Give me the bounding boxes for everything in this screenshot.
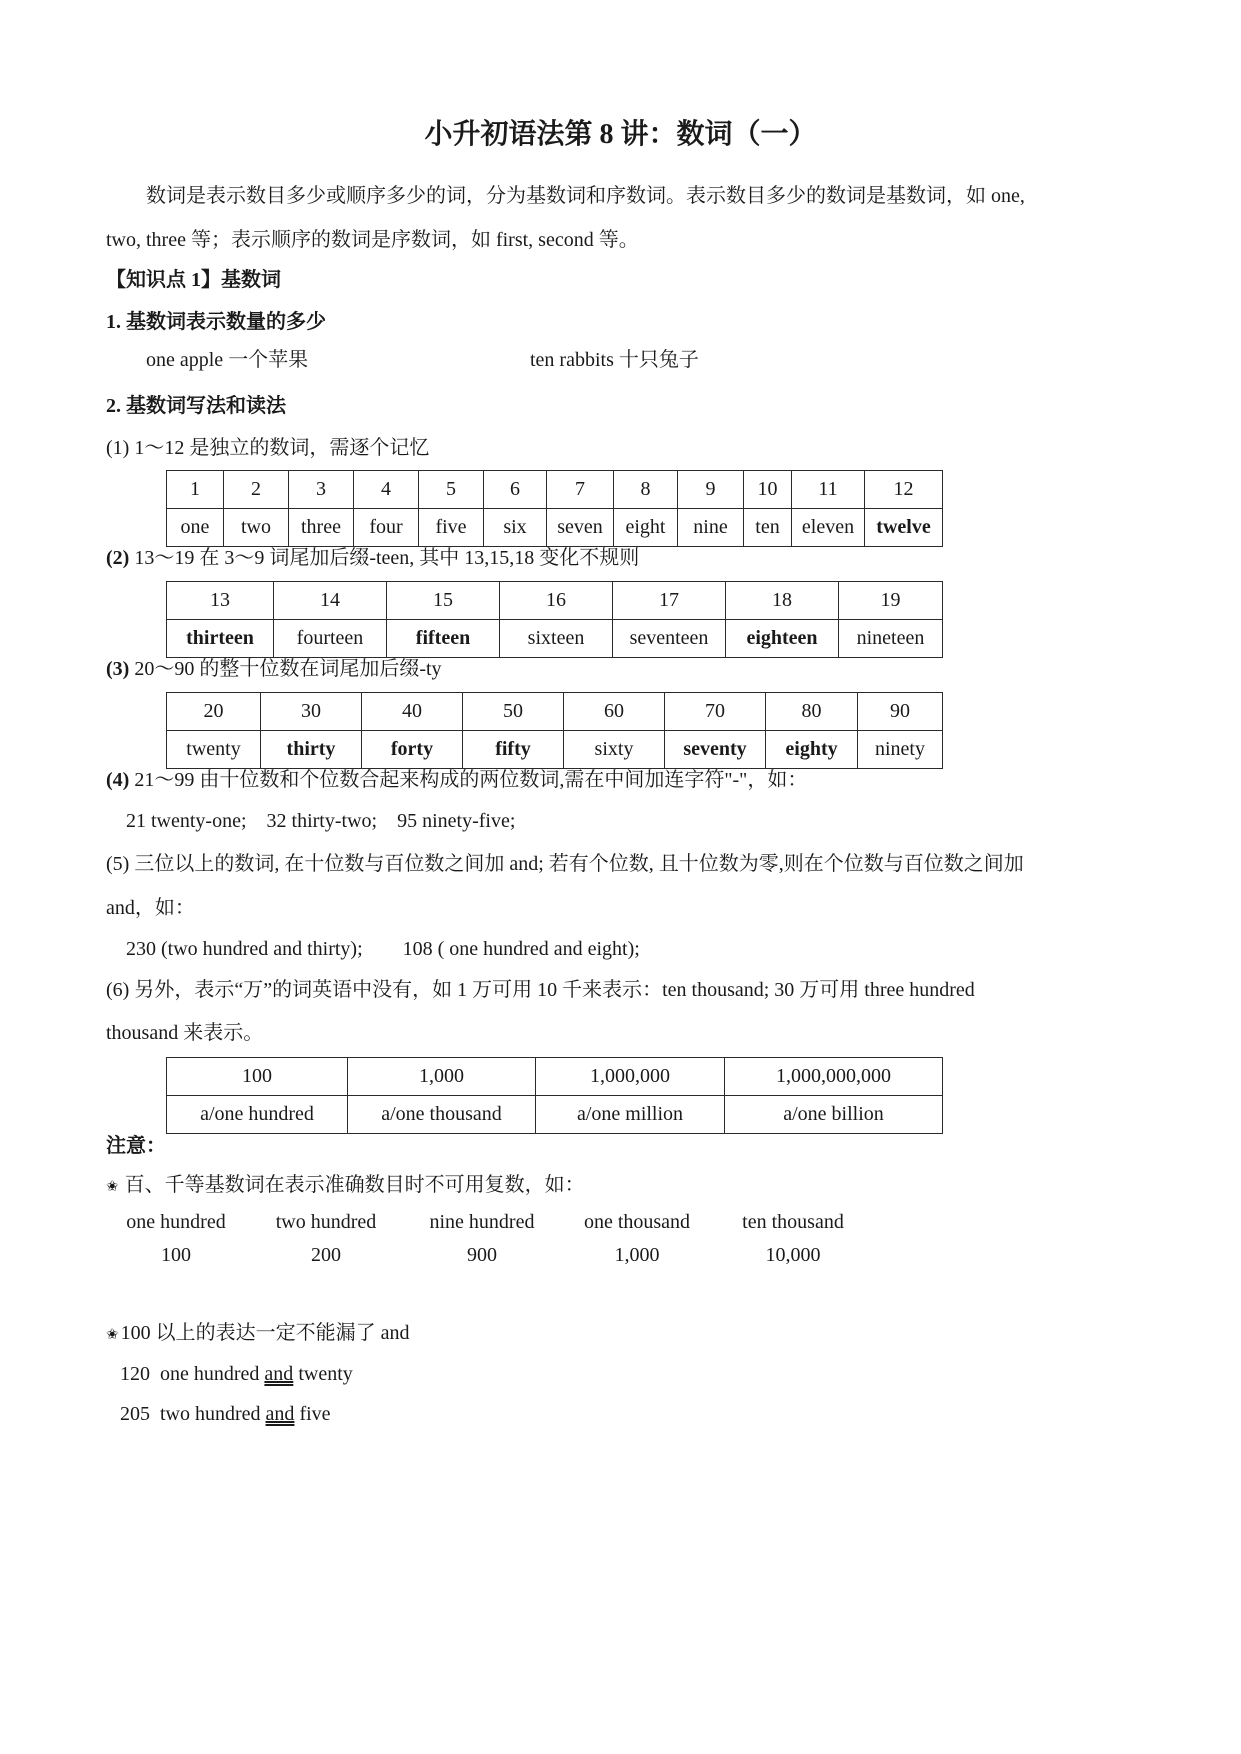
section-1-heading: 1. 基数词表示数量的多少 xyxy=(106,311,326,333)
number-cell: 5 xyxy=(419,471,484,509)
star-icon: ✬ xyxy=(106,1327,119,1343)
word-cell: eleven xyxy=(792,509,865,547)
note-word: ten thousand xyxy=(742,1211,844,1233)
number-cell: 60 xyxy=(564,693,665,731)
word-cell: a/one million xyxy=(536,1096,725,1134)
number-cell: 13 xyxy=(167,582,274,620)
table-large-numbers xyxy=(166,1057,943,1134)
number-cell: 2 xyxy=(224,471,289,509)
rule-2-label xyxy=(106,546,639,570)
word-cell: nine xyxy=(678,509,744,547)
rule-3-number: (3) xyxy=(106,658,130,680)
note-item-2 xyxy=(106,1321,409,1347)
word-cell: seventeen xyxy=(613,620,726,658)
and-example-205 xyxy=(120,1402,331,1426)
number-cell: 40 xyxy=(362,693,463,731)
note-number: 900 xyxy=(467,1244,497,1266)
number-cell: 1 xyxy=(167,471,224,509)
star-icon: ✬ xyxy=(106,1179,119,1195)
table-13-to-19-word-row xyxy=(167,620,943,658)
number-cell: 100 xyxy=(167,1058,348,1096)
word-cell-irregular: fifteen xyxy=(387,620,500,658)
table-large-numbers-word-row xyxy=(167,1096,943,1134)
word-cell-irregular: forty xyxy=(362,731,463,769)
word-cell-irregular: eighty xyxy=(766,731,858,769)
and-keyword: and xyxy=(264,1363,294,1385)
number-cell: 7 xyxy=(547,471,614,509)
word-cell-irregular: eighteen xyxy=(726,620,839,658)
table-1-to-12-word-row xyxy=(167,509,943,547)
word-cell: fourteen xyxy=(274,620,387,658)
number-cell: 70 xyxy=(665,693,766,731)
rule-3-text: 20～90 的整十位数在词尾加后缀-ty xyxy=(129,658,442,680)
word-cell: ten xyxy=(744,509,792,547)
note-item-1-text: 百、千等基数词在表示准确数目时不可用复数，如： xyxy=(124,1174,585,1196)
rule-4-number: (4) xyxy=(106,769,130,791)
table-13-to-19-number-row xyxy=(167,582,943,620)
intro-line-1: 数词是表示数目多少或顺序多少的词，分为基数词和序数词。表示数目多少的数词是基数词，如 one, xyxy=(146,185,1025,207)
number-cell: 80 xyxy=(766,693,858,731)
table-1-to-12 xyxy=(166,470,943,547)
word-cell-irregular: thirteen xyxy=(167,620,274,658)
table-tens-word-row xyxy=(167,731,943,769)
and-keyword: and xyxy=(265,1403,295,1425)
table-large-numbers-number-row xyxy=(167,1058,943,1096)
rule-5-examples: 230 (two hundred and thirty); 108 ( one hundred and eight); xyxy=(126,938,640,960)
word-cell: a/one billion xyxy=(725,1096,943,1134)
number-cell: 20 xyxy=(167,693,261,731)
number-cell: 50 xyxy=(463,693,564,731)
number-cell: 19 xyxy=(839,582,943,620)
table-tens xyxy=(166,692,943,769)
number-cell: 90 xyxy=(858,693,943,731)
number-cell: 10 xyxy=(744,471,792,509)
and-example-number: 205 xyxy=(120,1403,150,1425)
number-cell: 1,000,000,000 xyxy=(725,1058,943,1096)
word-cell: nineteen xyxy=(839,620,943,658)
and-example-120 xyxy=(120,1362,353,1386)
word-cell: five xyxy=(419,509,484,547)
number-cell: 1,000,000 xyxy=(536,1058,725,1096)
word-cell-irregular: twelve xyxy=(865,509,943,547)
rule-4-label xyxy=(106,768,807,792)
note-item-1 xyxy=(106,1173,585,1199)
example-one-apple: one apple 一个苹果 xyxy=(146,349,309,371)
and-example-pre: two hundred xyxy=(160,1403,261,1425)
rule-5-label-line-1: (5) 三位以上的数词, 在十位数与百位数之间加 and; 若有个位数, 且十位数为零,则在个位数与百位数之间加 xyxy=(106,853,1024,875)
note-number: 100 xyxy=(161,1244,191,1266)
word-cell: a/one hundred xyxy=(167,1096,348,1134)
rule-5-label-line-2: and，如： xyxy=(106,897,195,919)
rule-1-label: (1) 1～12 是独立的数词，需逐个记忆 xyxy=(106,437,430,459)
word-cell-irregular: thirty xyxy=(261,731,362,769)
word-cell: three xyxy=(289,509,354,547)
and-example-post: five xyxy=(299,1403,331,1425)
number-cell: 18 xyxy=(726,582,839,620)
example-ten-rabbits: ten rabbits 十只兔子 xyxy=(530,349,699,371)
number-cell: 15 xyxy=(387,582,500,620)
number-cell: 1,000 xyxy=(348,1058,536,1096)
note-word: one hundred xyxy=(126,1211,226,1233)
number-cell: 14 xyxy=(274,582,387,620)
word-cell: four xyxy=(354,509,419,547)
table-13-to-19 xyxy=(166,581,943,658)
and-example-pre: one hundred xyxy=(160,1363,260,1385)
note-word: one thousand xyxy=(583,1211,691,1233)
word-cell-irregular: seventy xyxy=(665,731,766,769)
rule-4-examples: 21 twenty-one; 32 thirty-two; 95 ninety-five; xyxy=(126,810,516,832)
word-cell: seven xyxy=(547,509,614,547)
section-2-heading: 2. 基数词写法和读法 xyxy=(106,395,286,417)
table-1-to-12-number-row xyxy=(167,471,943,509)
rule-6-label-line-2: thousand 来表示。 xyxy=(106,1022,264,1044)
number-cell: 16 xyxy=(500,582,613,620)
number-cell: 8 xyxy=(614,471,678,509)
number-cell: 3 xyxy=(289,471,354,509)
note-word: nine hundred xyxy=(429,1211,535,1233)
note-heading: 注意： xyxy=(106,1135,166,1157)
number-cell: 6 xyxy=(484,471,547,509)
number-cell: 11 xyxy=(792,471,865,509)
and-example-post: twenty xyxy=(298,1363,353,1385)
word-cell: twenty xyxy=(167,731,261,769)
rule-3-label xyxy=(106,657,442,681)
table-tens-number-row xyxy=(167,693,943,731)
note-number: 10,000 xyxy=(765,1244,821,1266)
number-cell: 30 xyxy=(261,693,362,731)
word-cell: sixty xyxy=(564,731,665,769)
intro-line-2: two, three 等；表示顺序的数词是序数词，如 first, second 等。 xyxy=(106,229,639,251)
note-number: 1,000 xyxy=(614,1244,660,1266)
word-cell: eight xyxy=(614,509,678,547)
note-number: 200 xyxy=(311,1244,341,1266)
number-cell: 12 xyxy=(865,471,943,509)
rule-4-text: 21～99 由十位数和个位数合起来构成的两位数词,需在中间加连字符"-"，如： xyxy=(129,769,808,791)
and-example-number: 120 xyxy=(120,1363,150,1385)
word-cell-irregular: fifty xyxy=(463,731,564,769)
word-cell: one xyxy=(167,509,224,547)
word-cell: sixteen xyxy=(500,620,613,658)
rule-6-label-line-1: (6) 另外，表示“万”的词英语中没有，如 1 万可用 10 千来表示：ten thousand; 30 万可用 three hundred xyxy=(106,979,975,1001)
word-cell: a/one thousand xyxy=(348,1096,536,1134)
note-word: two hundred xyxy=(275,1211,377,1233)
page-title: 小升初语法第 8 讲：数词（一） xyxy=(424,119,817,150)
note-item-2-text: 100 以上的表达一定不能漏了 and xyxy=(120,1322,410,1344)
word-cell: two xyxy=(224,509,289,547)
number-cell: 4 xyxy=(354,471,419,509)
rule-2-number: (2) xyxy=(106,547,130,569)
word-cell: six xyxy=(484,509,547,547)
rule-2-text: 13～19 在 3～9 词尾加后缀-teen, 其中 13,15,18 变化不规则 xyxy=(129,547,640,569)
number-cell: 17 xyxy=(613,582,726,620)
knowledge-point-1-heading: 【知识点 1】基数词 xyxy=(106,269,281,291)
number-cell: 9 xyxy=(678,471,744,509)
word-cell: ninety xyxy=(858,731,943,769)
